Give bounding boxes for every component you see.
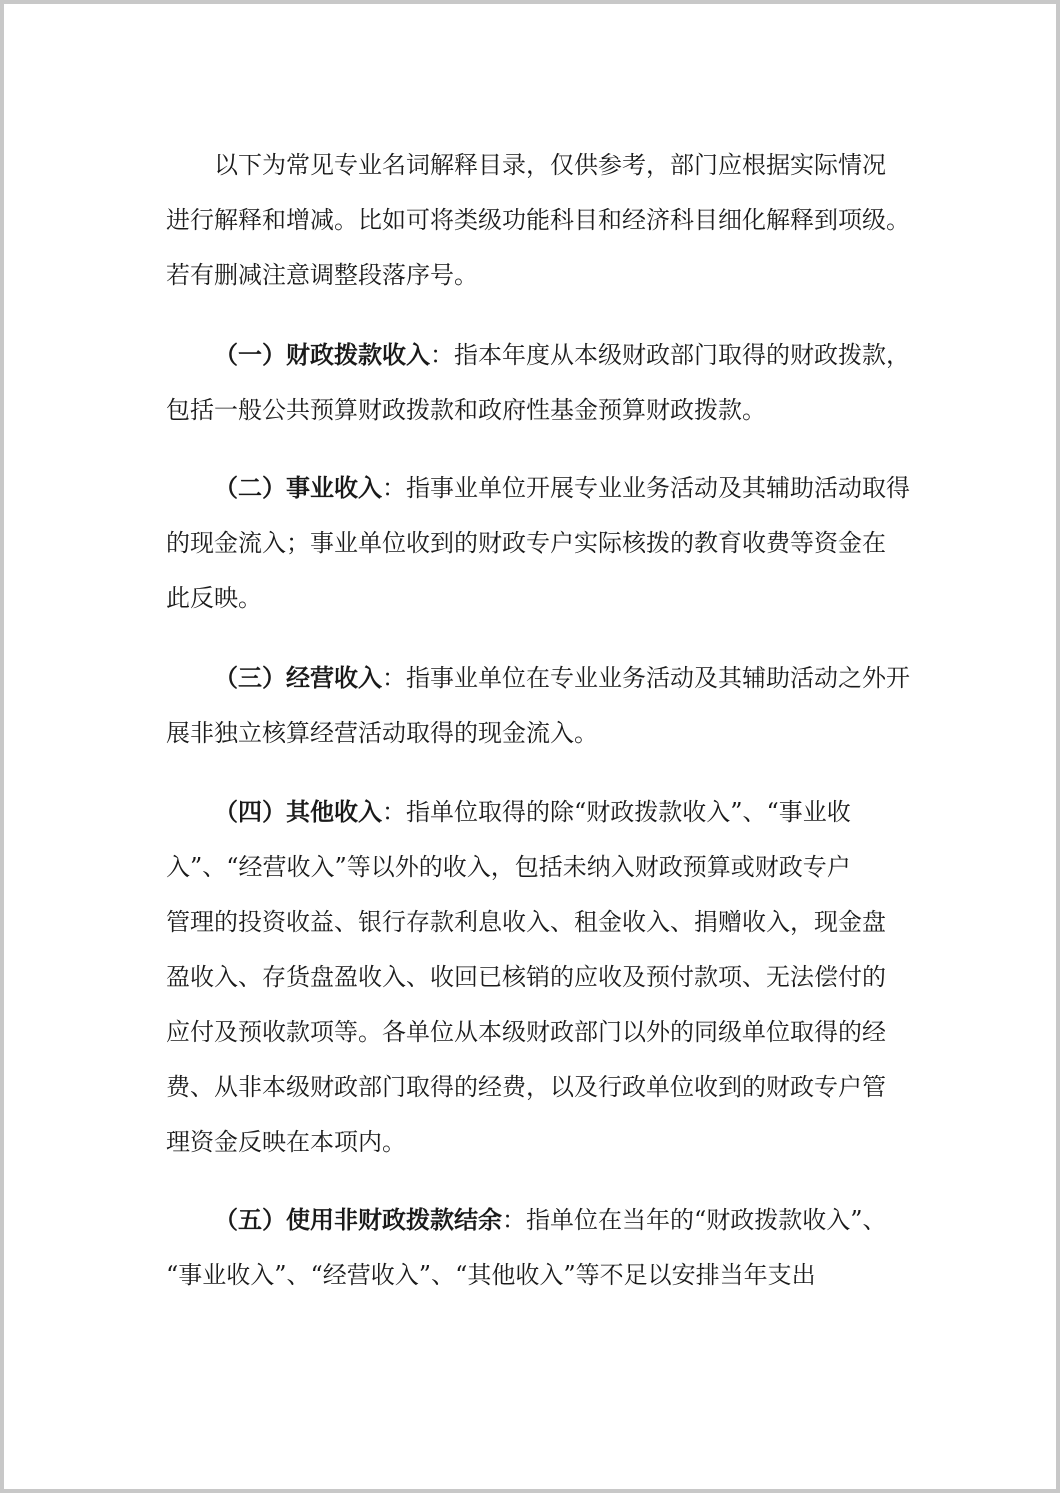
section-number: （三） (214, 663, 286, 692)
section-line: 应付及预收款项等。各单位从本级财政部门以外的同级单位取得的经 (166, 1018, 886, 1046)
section-definition-start: ：指事业单位开展专业业务活动及其辅助活动取得 (382, 474, 910, 502)
intro-line: 以下为常见专业名词解释目录，仅供参考，部门应根据实际情况 (214, 151, 886, 179)
section-line: “事业收入”、“经营收入”、“其他收入”等不足以安排当年支出 (166, 1261, 816, 1289)
section-definition-start: ：指本年度从本级财政部门取得的财政拨款， (430, 341, 910, 369)
section-line: 入”、“经营收入”等以外的收入，包括未纳入财政预算或财政专户 (166, 853, 851, 881)
section-line: 展非独立核算经营活动取得的现金流入。 (166, 719, 598, 747)
section-term: 财政拨款收入 (286, 340, 430, 369)
section-number: （一） (214, 340, 286, 369)
section-number: （四） (214, 797, 286, 826)
section-term: 事业收入 (286, 473, 382, 502)
section-line: 费、从非本级财政部门取得的经费，以及行政单位收到的财政专户管 (166, 1073, 886, 1101)
section-first-line (214, 1205, 887, 1235)
section-number: （五） (214, 1205, 286, 1234)
section-definition-start: ：指事业单位在专业业务活动及其辅助活动之外开 (382, 664, 910, 692)
section-line: 盈收入、存货盘盈收入、收回已核销的应收及预付款项、无法偿付的 (166, 963, 886, 991)
section-line: 管理的投资收益、银行存款利息收入、租金收入、捐赠收入，现金盘 (166, 908, 886, 936)
section-line: 此反映。 (166, 584, 262, 612)
section-first-line (214, 340, 910, 370)
section-first-line (214, 797, 851, 827)
section-first-line (214, 473, 910, 503)
section-number: （二） (214, 473, 286, 502)
section-line: 理资金反映在本项内。 (166, 1128, 406, 1156)
section-term: 使用非财政拨款结余 (286, 1205, 502, 1234)
section-definition-start: ：指单位在当年的“财政拨款收入”、 (502, 1206, 887, 1234)
section-line: 的现金流入；事业单位收到的财政专户实际核拨的教育收费等资金在 (166, 529, 886, 557)
section-term: 其他收入 (286, 797, 382, 826)
intro-line: 若有删减注意调整段落序号。 (166, 261, 478, 289)
section-definition-start: ：指单位取得的除“财政拨款收入”、“事业收 (382, 798, 851, 826)
section-line: 包括一般公共预算财政拨款和政府性基金预算财政拨款。 (166, 396, 766, 424)
section-term: 经营收入 (286, 663, 382, 692)
intro-line: 进行解释和增减。比如可将类级功能科目和经济科目细化解释到项级。 (166, 206, 910, 234)
section-first-line (214, 663, 910, 693)
